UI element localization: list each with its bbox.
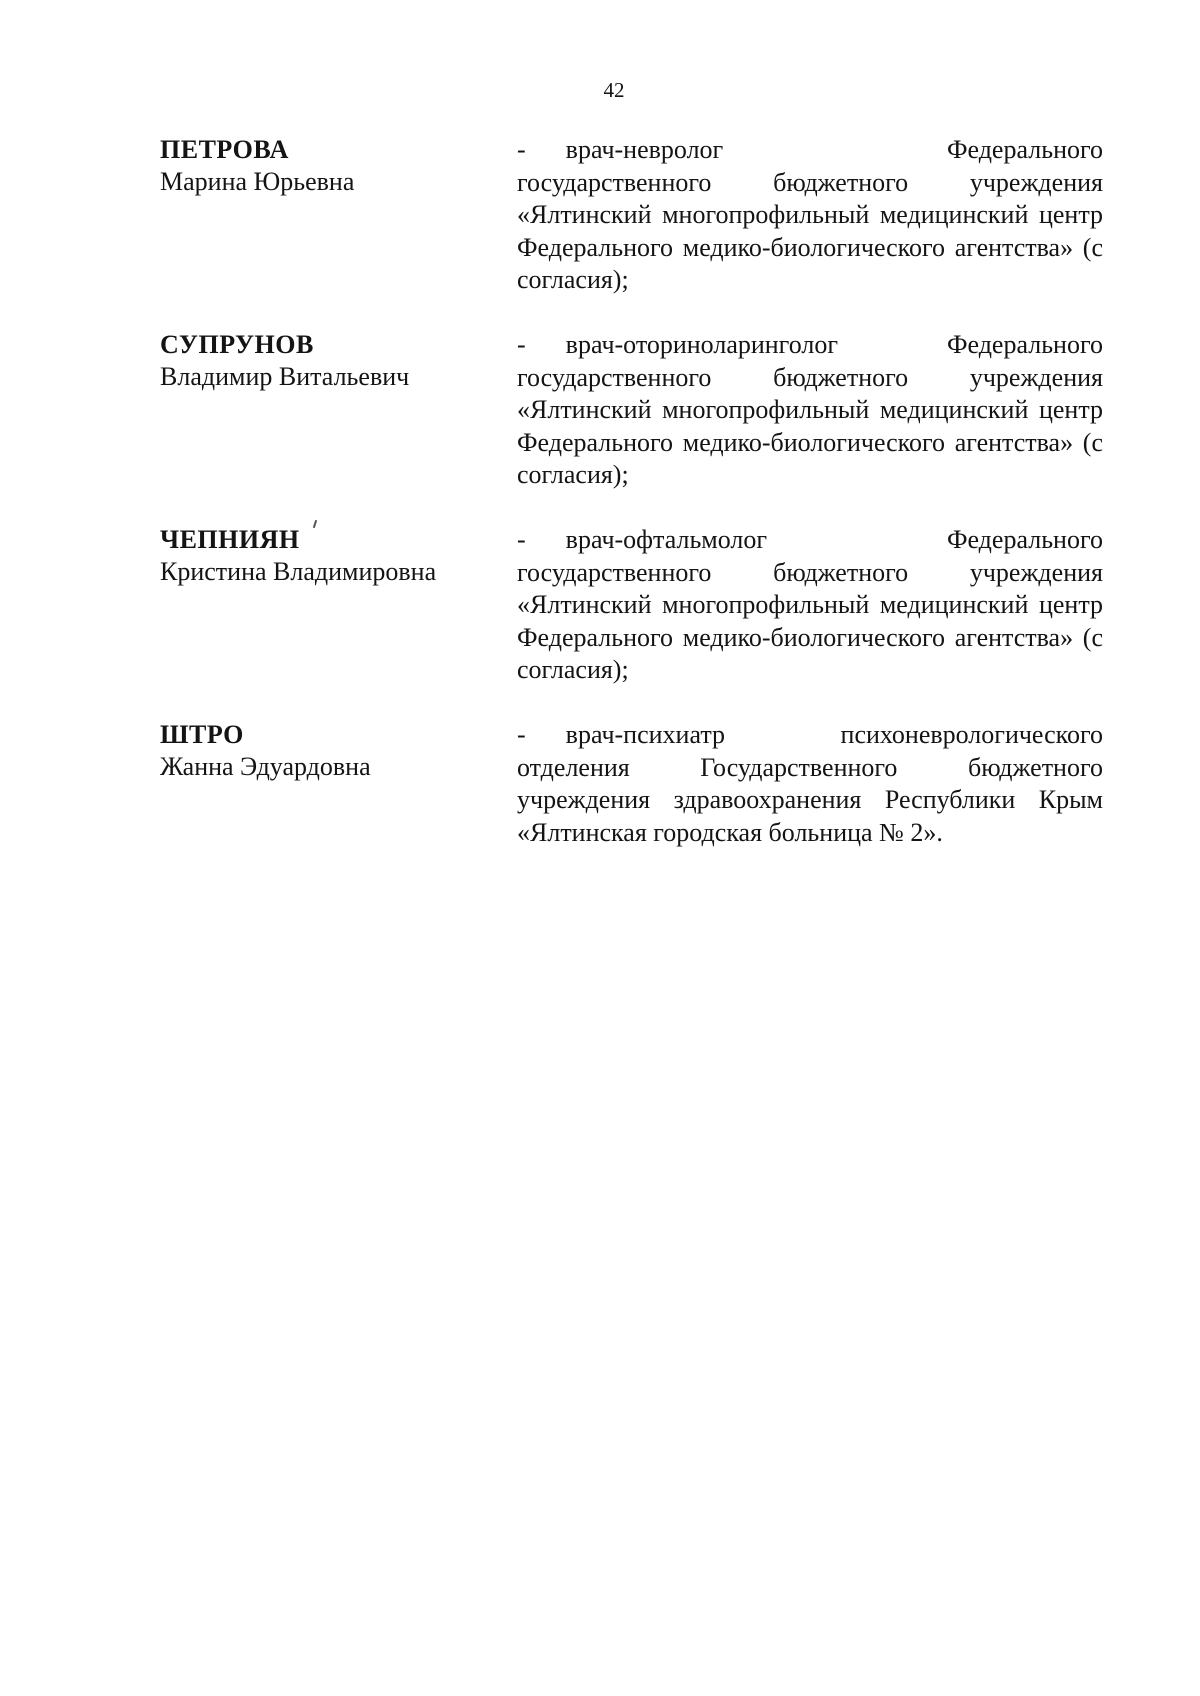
member-surname: ЧЕПНИЯН <box>160 525 300 554</box>
position-organization: отделения Государственного бюджетного учреждения здравоохранения Республики Крым «Ялтинская городская больница № 2». <box>517 752 1103 847</box>
position-title: врач-невролог Федерального <box>565 135 1103 164</box>
position-title: врач-психиатр психоневрологического <box>565 720 1103 749</box>
position-first-line <box>517 524 1103 557</box>
member-surname: ПЕТРОВА <box>160 135 289 164</box>
member-surname: СУПРУНОВ <box>160 330 314 359</box>
member-name-block <box>160 524 490 588</box>
member-given-names: Кристина Владимировна <box>160 557 437 586</box>
member-position <box>517 134 1103 297</box>
member-entry <box>160 134 1103 329</box>
member-given-names: Владимир Витальевич <box>160 362 410 391</box>
position-organization: государственного бюджетного учреждения «Ялтинский многопрофильный медицинский центр Федерального медико-биологического агентства» (с согласия); <box>517 362 1103 489</box>
position-dash: - <box>517 330 526 359</box>
position-dash: - <box>517 525 526 554</box>
position-organization: государственного бюджетного учреждения «Ялтинский многопрофильный медицинский центр Федерального медико-биологического агентства» (с согласия); <box>517 557 1103 684</box>
member-name-block <box>160 719 490 783</box>
member-given-names: Жанна Эдуардовна <box>160 752 371 781</box>
position-title: врач-оториноларинголог Федерального <box>565 330 1103 359</box>
position-organization: государственного бюджетного учреждения «Ялтинский многопрофильный медицинский центр Федерального медико-биологического агентства» (с согласия); <box>517 167 1103 294</box>
member-list <box>160 134 1103 847</box>
member-name-block <box>160 134 490 198</box>
position-title: врач-офтальмолог Федерального <box>565 525 1103 554</box>
page-number: 42 <box>603 78 625 102</box>
member-position <box>517 524 1103 687</box>
member-surname: ШТРО <box>160 720 244 749</box>
member-entry <box>160 524 1103 719</box>
position-dash: - <box>517 720 526 749</box>
member-entry <box>160 329 1103 524</box>
position-dash: - <box>517 135 526 164</box>
member-name-block <box>160 329 490 393</box>
position-first-line <box>517 329 1103 362</box>
member-entry <box>160 719 1103 847</box>
member-position <box>517 719 1103 849</box>
member-given-names: Марина Юрьевна <box>160 167 355 196</box>
member-position <box>517 329 1103 492</box>
position-first-line <box>517 719 1103 752</box>
position-first-line <box>517 134 1103 167</box>
